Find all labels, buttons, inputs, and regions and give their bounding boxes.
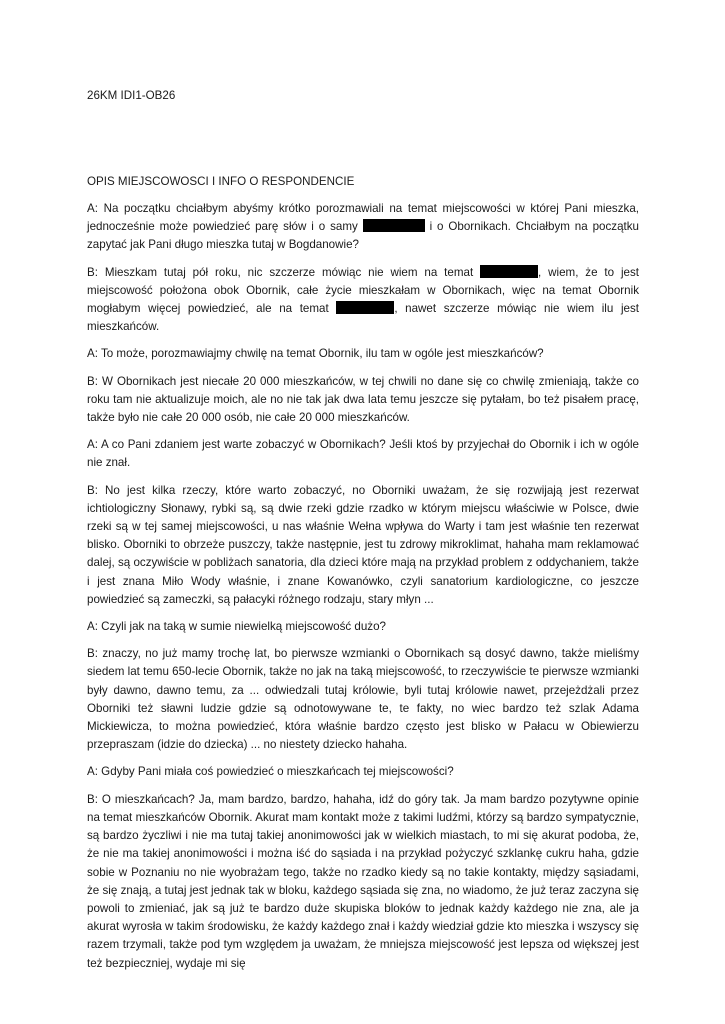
section-title: OPIS MIEJSCOWOSCI I INFO O RESPONDENCIE <box>87 175 355 188</box>
transcript-body <box>87 200 639 982</box>
redaction-bar <box>480 265 538 278</box>
paragraph-answer-2: B: W Obornikach jest niecałe 20 000 mieszkańców, w tej chwili no dane się co chwilę zmieniają, także co roku tam nie aktualizuje moich, ale no nie tak jak dwa lata temu jeszcze się pytałam, bo też pisałem pracę, także było nie całe 20 000 osób, nie całe 20 000 mieszkańców. <box>87 374 639 425</box>
paragraph-text: i o Obornikach. Chciałbym na początku zapytać jak Pani długo mieszka tutaj w Bogdanowie? <box>87 220 639 252</box>
paragraph-text: A: Na początku chciałbym abyśmy krótko porozmawiali na temat miejscowości w której Pani mieszka, jednocześnie może powiedzieć parę słów i o samy <box>87 202 639 234</box>
paragraph-answer-1 <box>87 264 639 337</box>
paragraph-text: , wiem, że to jest miejscowość położona obok Obornik, całe życie mieszkałam w Obornikach, więc na temat Obornik mogłabym więcej powiedzieć, ale na temat <box>87 265 639 316</box>
document-code: 26KM IDI1-OB26 <box>87 89 176 102</box>
paragraph-answer-3: B: No jest kilka rzeczy, które warto zobaczyć, no Oborniki uważam, że się rozwijają jest rezerwat ichtiologiczny Słonawy, rybki są, są dwie rzeki gdzie rzadko w którym miejscu właściwie w Polsce, dwie rzeki są w tej samej miejscowości, u nas właśnie Wełna wpływa do Warty i tam jest właśnie ten rezerwat blisko. Oborniki to obrzeże puszczy, także następnie, jest tu zdrowy mikroklimat, hahaha mam reklamować dalej, są oczywiście w pobliżach sanatoria, dla dzieci które mają na przykład problem z oddychaniem, także i jest znana Miło Wody właśnie, i znane Kowanówko, czyli sanatorium kardiologiczne, co jeszcze powiedzieć są zameczki, są pałacyki różnego rodzaju, stary młyn ... <box>87 483 639 606</box>
paragraph-question-4: A: Czyli jak na taką w sumie niewielką miejscowość dużo? <box>87 620 386 634</box>
paragraph-text: B: Mieszkam tutaj pół roku, nic szczerze mówiąc nie wiem na temat <box>87 265 481 279</box>
paragraph-question-2: A: To może, porozmawiajmy chwilę na temat Obornik, ilu tam w ogóle jest mieszkańców? <box>87 347 544 361</box>
redaction-bar <box>363 219 425 232</box>
paragraph-answer-5: B: O mieszkańcach? Ja, mam bardzo, bardzo, hahaha, idź do góry tak. Ja mam bardzo pozytywne opinie na temat mieszkańców Obornik. Akurat mam kontakt może z takimi ludźmi, którzy są bardzo sympatycznie, są bardzo życzliwi i nie ma tutaj takiej anonimowości jak w wielkich miastach, to mi się akurat podoba, że, że nie ma takiej anonimowości i można iść do sąsiada i na przykład pożyczyć szklankę cukru haha, gdzie sobie w Poznaniu no nie wyobrażam tego, także no rzadko kiedy są no takie kontakty, między sąsiadami, że się znają, a tutaj jest jednak tak w bloku, każdego sąsiada się zna, no wiadomo, że już teraz zaczyna się powoli to zmieniać, jak są już te bardzo duże skupiska bloków to jednak każdy każdego nie zna, ale ja akurat wyrosła w takim środowisku, że każdy każdego znał i każdy wiedział gdzie kto mieszka i wszyscy się razem trzymali, także pod tym względem ja uważam, że mniejsza miejscowość jest lepsza od większej jest też bezpieczniej, wydaje mi się <box>87 792 639 970</box>
paragraph-question-1 <box>87 200 639 255</box>
paragraph-question-3: A: A co Pani zdaniem jest warte zobaczyć w Obornikach? Jeśli ktoś by przyjechał do Obornik i ich w ogóle nie znał. <box>87 438 639 470</box>
paragraph-text: , nawet szczerze mówiąc nie wiem ilu jest mieszkańców. <box>87 302 639 334</box>
redaction-bar <box>336 301 394 314</box>
paragraph-answer-4: B: znaczy, no już mamy trochę lat, bo pierwsze wzmianki o Obornikach są dosyć dawno, także mieliśmy siedem lat temu 650-lecie Obornik, także no jak na taką miejscowość, to rzeczywiście te pierwsze wzmianki były dawno, dawno temu, za ... odwiedzali tutaj królowie, byli tutaj królowie nawet, przejeżdżali przez Oborniki też sławni ludzie gdzie są odnotowywane te, te fakty, no wiec bardzo też szlak Adama Mickiewicza, to można powiedzieć, która właśnie bardzo często jest blisko w Pałacu w Obiewierzu przepraszam (idzie do dziecka) ... no niestety dziecko hahaha. <box>87 647 639 752</box>
paragraph-question-5: A: Gdyby Pani miała coś powiedzieć o mieszkańcach tej miejscowości? <box>87 765 454 779</box>
